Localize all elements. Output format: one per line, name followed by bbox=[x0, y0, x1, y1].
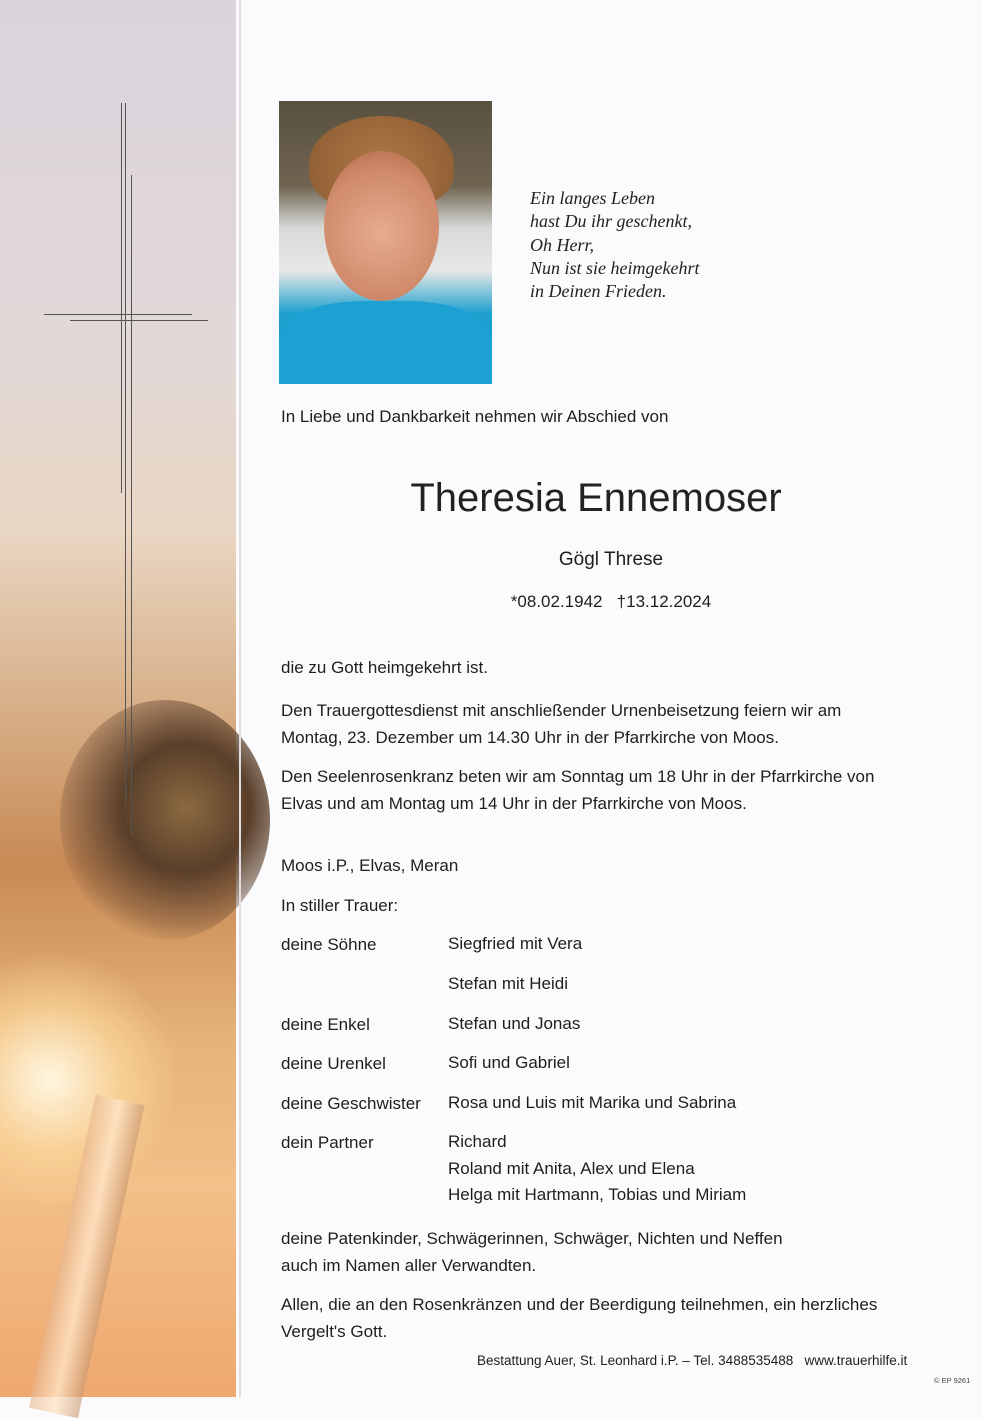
dates: *08.02.1942 †13.12.2024 bbox=[510, 592, 712, 611]
divider bbox=[239, 0, 241, 1397]
document-code: © EP 9261 bbox=[934, 1376, 971, 1385]
intro-text: In Liebe und Dankbarkeit nehmen wir Abschied von bbox=[281, 407, 669, 426]
nickname: Gögl Threse bbox=[558, 549, 664, 570]
relation: dein Partner bbox=[281, 1133, 374, 1152]
relation: deine Urenkel bbox=[281, 1054, 386, 1073]
funeral-text: Den Trauergottesdienst mit anschließender Urnenbeisetzung feiern wir am Montag, 23. Dezember um 14.30 Uhr in der Pfarrkirche von Moos. bbox=[281, 701, 842, 747]
places: Moos i.P., Elvas, Meran bbox=[281, 856, 459, 875]
poem: Ein langes Leben hast Du ihr geschenkt, Oh Herr, Nun ist sie heimgekehrt in Deinen Frieden. bbox=[530, 188, 700, 302]
relation: deine Söhne bbox=[281, 935, 377, 954]
relation: deine Geschwister bbox=[281, 1094, 421, 1113]
relation: deine Enkel bbox=[281, 1015, 370, 1034]
footer-funeral-home: Bestattung Auer, St. Leonhard i.P. – Tel. 3488535488 www.trauerhilfe.it bbox=[477, 1353, 908, 1368]
mourner-names: Richard Roland mit Anita, Alex und Elena Helga mit Hartmann, Tobias und Miriam bbox=[448, 1132, 747, 1204]
deceased-name: Theresia Ennemoser bbox=[410, 476, 782, 520]
mourner-names: Stefan mit Heidi bbox=[448, 974, 568, 993]
mourner-names: Sofi und Gabriel bbox=[448, 1053, 570, 1072]
thanks-text: Allen, die an den Rosenkränzen und der Beerdigung teilnehmen, ein herzliches Vergelt's Gott. bbox=[281, 1295, 878, 1341]
portrait-photo bbox=[279, 101, 492, 384]
mourner-names: Rosa und Luis mit Marika und Sabrina bbox=[448, 1093, 737, 1112]
rosary-text: Den Seelenrosenkranz beten wir am Sonntag um 18 Uhr in der Pfarrkirche von Elvas und am Montag um 14 Uhr in der Pfarrkirche von Moos. bbox=[281, 767, 875, 813]
mourning-heading: In stiller Trauer: bbox=[281, 896, 399, 915]
dandelion-sunset-image bbox=[0, 0, 236, 1397]
mourner-names: Siegfried mit Vera bbox=[448, 934, 583, 953]
returned-text: die zu Gott heimgekehrt ist. bbox=[281, 658, 488, 677]
relatives-text: deine Patenkinder, Schwägerinnen, Schwäger, Nichten und Neffen auch im Namen aller Verwandten. bbox=[281, 1229, 783, 1275]
mourner-names: Stefan und Jonas bbox=[448, 1014, 581, 1033]
